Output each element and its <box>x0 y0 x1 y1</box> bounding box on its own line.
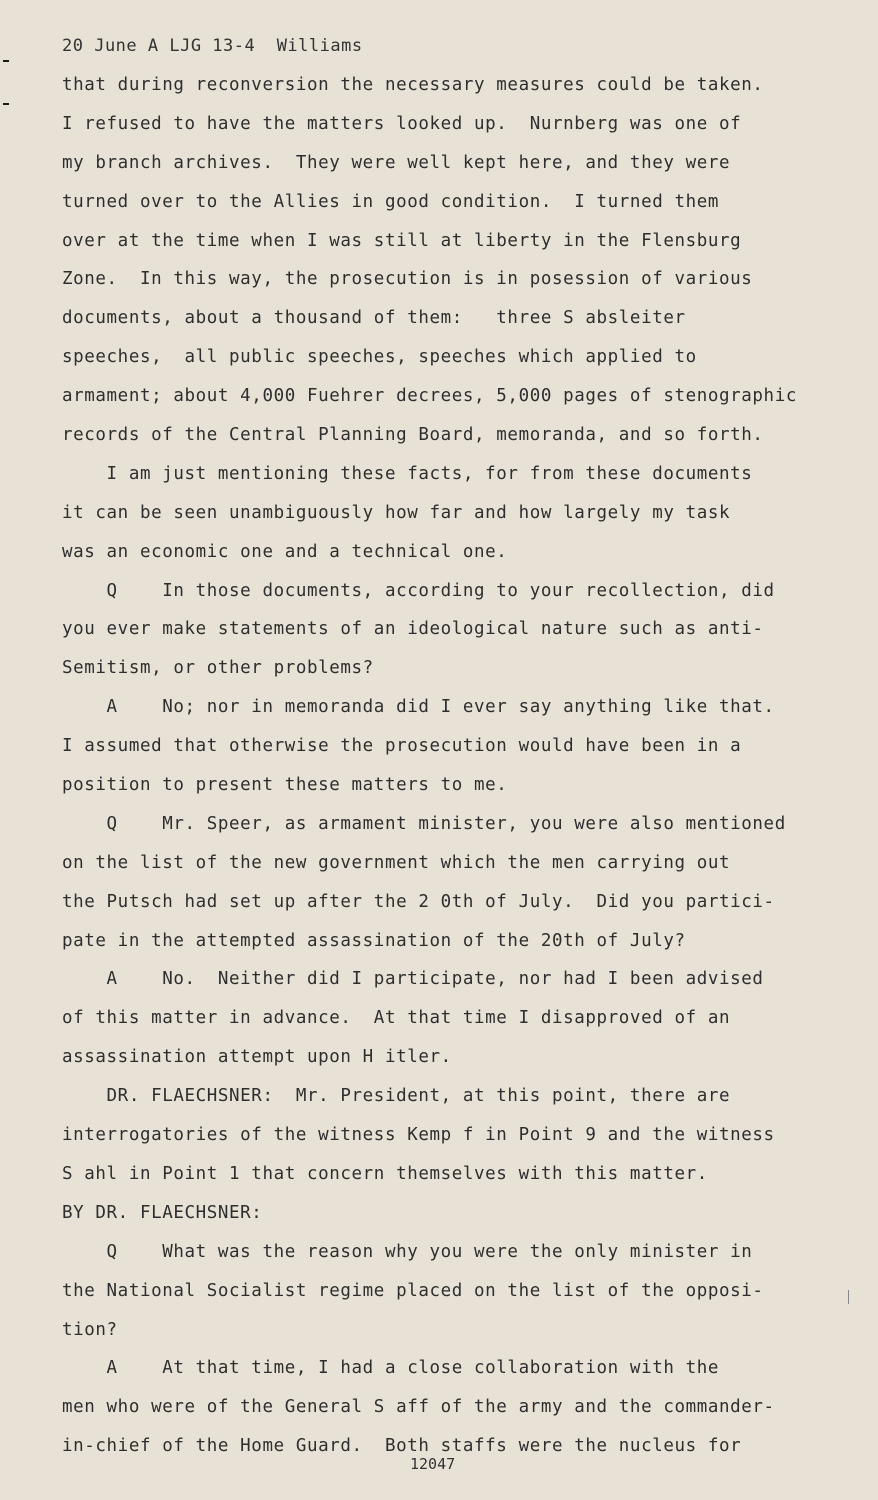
text-line: the Putsch had set up after the 2 0th of July. Did you partici- <box>62 891 775 912</box>
text-line: DR. FLAECHSNER: Mr. President, at this point, there are <box>62 1086 731 1107</box>
text-line: Q Mr. Speer, as armament minister, you were also mentioned <box>62 813 786 834</box>
text-line: documents, about a thousand of them: three S absleiter <box>62 308 686 329</box>
margin-mark <box>3 60 9 62</box>
document-body <box>62 70 842 1470</box>
text-line: I refused to have the matters looked up. Nurnberg was one of <box>62 113 742 134</box>
page-header: 20 June A LJG 13-4 Williams <box>62 36 363 56</box>
text-line: the National Socialist regime placed on the list of the opposi- <box>62 1280 764 1301</box>
text-line: S ahl in Point 1 that concern themselves with this matter. <box>62 1163 708 1184</box>
text-line: Q What was the reason why you were the only minister in <box>62 1241 753 1262</box>
text-line: over at the time when I was still at liberty in the Flensburg <box>62 230 742 251</box>
text-line: my branch archives. They were well kept here, and they were <box>62 152 731 173</box>
margin-mark <box>848 1290 849 1304</box>
page-number: 12047 <box>410 1455 456 1473</box>
text-line: A No; nor in memoranda did I ever say anything like that. <box>62 697 775 718</box>
text-line: speeches, all public speeches, speeches which applied to <box>62 347 697 368</box>
margin-mark <box>3 103 9 105</box>
text-line: men who were of the General S aff of the army and the commander- <box>62 1397 775 1418</box>
text-line: Zone. In this way, the prosecution is in posession of various <box>62 269 753 290</box>
text-line: you ever make statements of an ideological nature such as anti- <box>62 619 764 640</box>
text-line: tion? <box>62 1319 118 1340</box>
text-line: pate in the attempted assassination of the 20th of July? <box>62 930 686 951</box>
text-line: BY DR. FLAECHSNER: <box>62 1202 263 1223</box>
text-line: I assumed that otherwise the prosecution would have been in a <box>62 736 742 757</box>
text-line: it can be seen unambiguously how far and how largely my task <box>62 502 731 523</box>
text-line: armament; about 4,000 Fuehrer decrees, 5,000 pages of stenographic <box>62 386 797 407</box>
text-line: of this matter in advance. At that time I disapproved of an <box>62 1008 731 1029</box>
text-line: that during reconversion the necessary measures could be taken. <box>62 75 764 95</box>
text-line: was an economic one and a technical one. <box>62 541 508 562</box>
text-line: turned over to the Allies in good condition. I turned them <box>62 191 720 212</box>
text-line: interrogatories of the witness Kemp f in Point 9 and the witness <box>62 1125 775 1146</box>
text-line: I am just mentioning these facts, for from these documents <box>62 463 753 484</box>
text-line: position to present these matters to me. <box>62 775 508 796</box>
text-line: on the list of the new government which the men carrying out <box>62 852 731 873</box>
text-line: assassination attempt upon H itler. <box>62 1047 452 1068</box>
text-line: A At that time, I had a close collaboration with the <box>62 1358 720 1379</box>
text-line: Semitism, or other problems? <box>62 658 374 679</box>
text-line: Q In those documents, according to your recollection, did <box>62 580 775 601</box>
text-line: in-chief of the Home Guard. Both staffs were the nucleus for <box>62 1436 742 1457</box>
text-line: records of the Central Planning Board, memoranda, and so forth. <box>62 425 764 446</box>
text-line: A No. Neither did I participate, nor had I been advised <box>62 969 764 990</box>
